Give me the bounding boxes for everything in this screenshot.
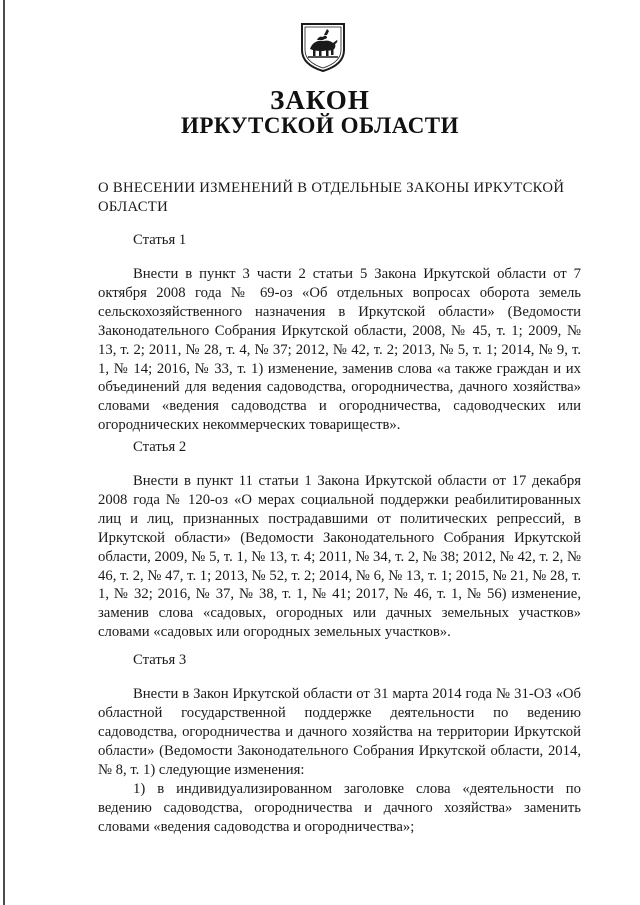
article-1-text: Внести в пункт 3 части 2 статьи 5 Закона Иркутской области от 7 октября 2008 года № 69-оз «Об отдельных вопросах оборота земель сельскохозяйственного назначения в Иркутской области» (Ведомости Законодательного Собрания Иркутской области, 2008, № 45, т. 1; 2009, № 13, т. 2; 2011, № 28, т. 4, № 37; 2012, № 42, т. 2; 2013, № 5, т. 1; 2014, № 9, т. 1, № 14; 2016, № 33, т. 1) изменение, заменив слова «а также граждан и их объединений для ведения садоводства, огородничества, дачного хозяйства» словами «ведения садоводства и огородничества, садоводческих или огороднических некоммерческих товариществ». xyxy=(98,266,581,434)
article-3-heading: Статья 3 xyxy=(133,652,187,668)
article-2-heading: Статья 2 xyxy=(133,439,187,455)
article-2-text: Внести в пункт 11 статьи 1 Закона Иркутской области от 17 декабря 2008 года № 120-оз «О мерах социальной поддержки реабилитированных лиц и лиц, признанных пострадавшими от политических репрессий, в Иркутской области» (Ведомости Законодательного Собрания Иркутской области, 2009, № 5, т. 1, № 13, т. 4; 2011, № 34, т. 2, № 38; 2012, № 42, т. 2, № 46, т. 2, № 47, т. 1; 2013, № 52, т. 2; 2014, № 6, № 13, т. 1; 2015, № 21, № 28, т. 1, № 32; 2016, № 37, № 38, т. 1, № 41; 2017, № 46, т. 1, № 56) изменение, заменив слова «садовых, огородных или дачных земельных участков» словами «садовых или огородных земельных участков». xyxy=(98,473,581,641)
document-subtitle: ИРКУТСКОЙ ОБЛАСТИ xyxy=(180,113,460,138)
article-3-item-1: 1) в индивидуализированном заголовке слова «деятельности по ведению садоводства, огородничества и дачного хозяйства» заменить словами «ведения садоводства и огородничества»; xyxy=(98,781,581,835)
article-1-heading: Статья 1 xyxy=(133,232,187,248)
document-title: ЗАКОН xyxy=(270,85,370,115)
article-3-text: Внести в Закон Иркутской области от 31 марта 2014 года № 31-ОЗ «Об областной государственной поддержке деятельности по ведению садоводства, огородничества и дачного хозяйства на территории Иркутской области» (Ведомости Законодательного Собрания Иркутской области, 2014, № 8, т. 1) следующие изменения: xyxy=(98,686,581,778)
law-heading: О ВНЕСЕНИИ ИЗМЕНЕНИЙ В ОТДЕЛЬНЫЕ ЗАКОНЫ ИРКУТСКОЙ ОБЛАСТИ xyxy=(98,180,565,215)
irkutsk-coat-of-arms-icon xyxy=(299,22,347,72)
